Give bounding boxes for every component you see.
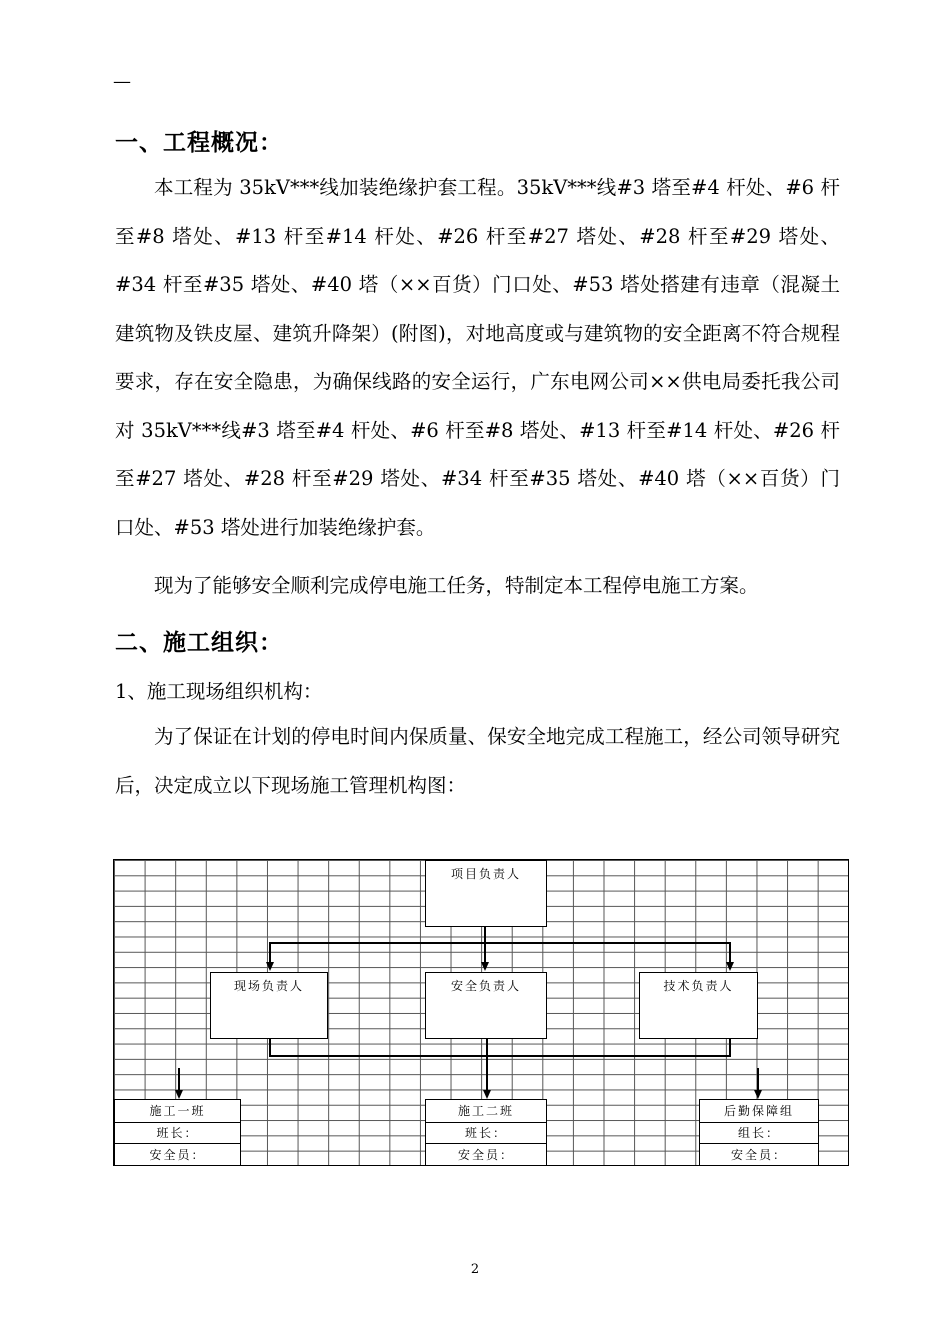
arrow-down-icon <box>754 1090 762 1099</box>
team-leader: 班长： <box>426 1122 546 1144</box>
box-site-lead-label: 现场负责人 <box>233 979 304 993</box>
box-project-lead-label: 项目负责人 <box>450 867 521 881</box>
box-site-lead <box>210 972 328 1039</box>
section-heading-organization: 二、施工组织： <box>115 630 283 656</box>
connector-top-center <box>484 926 486 962</box>
connector-mid-left <box>269 1038 271 1055</box>
arrow-down-icon <box>483 1090 491 1099</box>
connector-mid-horizontal <box>269 1055 731 1057</box>
connector-mid-center <box>486 1038 488 1093</box>
organization-paragraph: 为了保证在计划的停电时间内保质量、保安全地完成工程施工，经公司领导研究后，决定成立以下现场施工管理机构图： <box>115 725 840 797</box>
box-tech-lead <box>639 972 758 1039</box>
section-heading-overview: 一、工程概况： <box>115 130 283 156</box>
team-name: 施工二班 <box>457 1104 514 1119</box>
purpose-paragraph: 现为了能够安全顺利完成停电施工任务，特制定本工程停电施工方案。 <box>154 574 759 597</box>
connector-mid-right <box>729 1038 731 1055</box>
page-number: 2 <box>470 1262 480 1277</box>
box-project-lead <box>425 860 547 927</box>
box-safety-lead <box>425 972 547 1039</box>
box-tech-lead-label: 技术负责人 <box>663 979 734 993</box>
header-dash: — <box>113 71 131 92</box>
team-box-3 <box>699 1099 819 1166</box>
team-leader: 班长： <box>115 1122 240 1144</box>
team-safety-officer: 安全员： <box>700 1143 818 1165</box>
org-chart <box>113 859 849 1166</box>
team-box-1 <box>114 1099 241 1166</box>
box-safety-lead-label: 安全负责人 <box>450 979 521 993</box>
arrow-down-icon <box>726 962 734 971</box>
team-name: 后勤保障组 <box>723 1104 794 1119</box>
connector-top-left <box>269 942 271 962</box>
connector-top-right <box>729 942 731 962</box>
team-safety-officer: 安全员： <box>115 1143 240 1165</box>
team-name: 施工一班 <box>149 1104 206 1119</box>
arrow-down-icon <box>175 1090 183 1099</box>
overview-paragraph: 本工程为 35kV***线加装绝缘护套工程。35kV***线#3 塔至#4 杆处、#6 杆至#8 塔处、#13 杆至#14 杆处、#26 杆至#27 塔处、#28 杆至#29 塔处、#34 杆至#35 塔处、#40 塔（××百货）门口处、#53 塔处搭建有违章（混凝土建筑物及铁皮屋、建筑升降架）(附图)，对地高度或与建筑物的安全距离不符合规程要求，存在安全隐患，为确保线路的安全运行，广东电网公司××供电局委托我公司对 35kV***线#3 塔至#4 杆处、#6 杆至#8 塔处、#13 杆至#14 杆处、#26 杆至#27 塔处、#28 杆至#29 塔处、#34 杆至#35 塔处、#40 塔（××百货）门口处、#53 塔处进行加装绝缘护套。 <box>115 176 840 539</box>
connector-top-horizontal <box>269 942 731 944</box>
team-leader: 组长： <box>700 1122 818 1144</box>
team-safety-officer: 安全员： <box>426 1143 546 1165</box>
team-box-2 <box>425 1099 547 1166</box>
subheading-site-organization: 1、施工现场组织机构： <box>115 680 323 703</box>
arrow-down-icon <box>481 962 489 971</box>
arrow-down-icon <box>266 962 274 971</box>
